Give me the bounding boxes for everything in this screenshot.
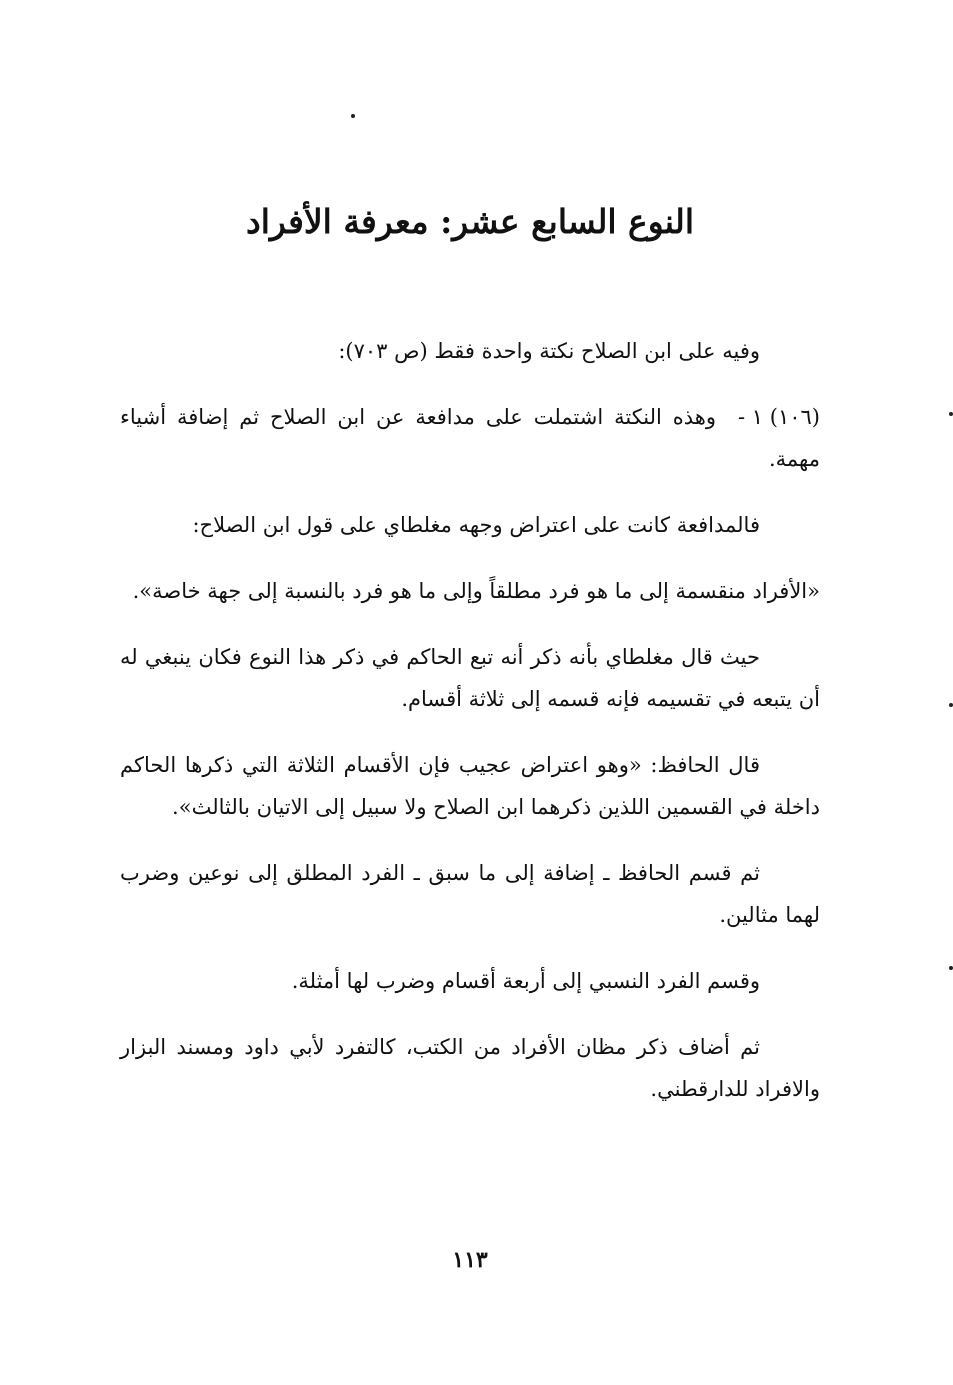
margin-mark: [949, 703, 953, 707]
paragraph-7: ثم أضاف ذكر مظان الأفراد من الكتب، كالتفرد لأبي داود ومسند البزار والافراد للدارقطني.: [120, 1035, 820, 1101]
margin-mark: [949, 412, 953, 416]
paragraph-3: حيث قال مغلطاي بأنه ذكر أنه تبع الحاكم في ذكر هذا النوع فكان ينبغي له أن يتبعه في تقسيمه فإنه قسمه إلى ثلاثة أقسام.: [120, 645, 820, 711]
item-text: وهذه النكتة اشتملت على مدافعة عن ابن الصلاح ثم إضافة أشياء مهمة.: [120, 405, 820, 471]
intro-line: وفيه على ابن الصلاح نكتة واحدة فقط (ص ٧٠٣):: [338, 339, 760, 363]
margin-mark: [949, 966, 953, 970]
speck-mark: [351, 114, 355, 118]
paragraph-1: فالمدافعة كانت على اعتراض وجهه مغلطاي على قول ابن الصلاح:: [192, 513, 760, 537]
chapter-title: النوع السابع عشر: معرفة الأفراد: [246, 202, 694, 241]
item-number: (١٠٦) ١ -: [738, 405, 820, 429]
paragraph-5: ثم قسم الحافظ ـ إضافة إلى ما سبق ـ الفرد المطلق إلى نوعين وضرب لهما مثالين.: [120, 861, 820, 927]
page-body: [120, 330, 820, 1134]
page-number: ١١٣: [452, 1247, 488, 1273]
quotation-paragraph: «الأفراد منقسمة إلى ما هو فرد مطلقاً وإلى ما هو فرد بالنسبة إلى جهة خاصة».: [132, 579, 820, 603]
numbered-item: [120, 396, 820, 480]
paragraph-4: قال الحافظ: «وهو اعتراض عجيب فإن الأقسام الثلاثة التي ذكرها الحاكم داخلة في القسمين اللذين ذكرهما ابن الصلاح ولا سبيل إلى الاتيان بالثالث».: [120, 753, 820, 819]
paragraph-6: وقسم الفرد النسبي إلى أربعة أقسام وضرب لها أمثلة.: [291, 969, 760, 993]
